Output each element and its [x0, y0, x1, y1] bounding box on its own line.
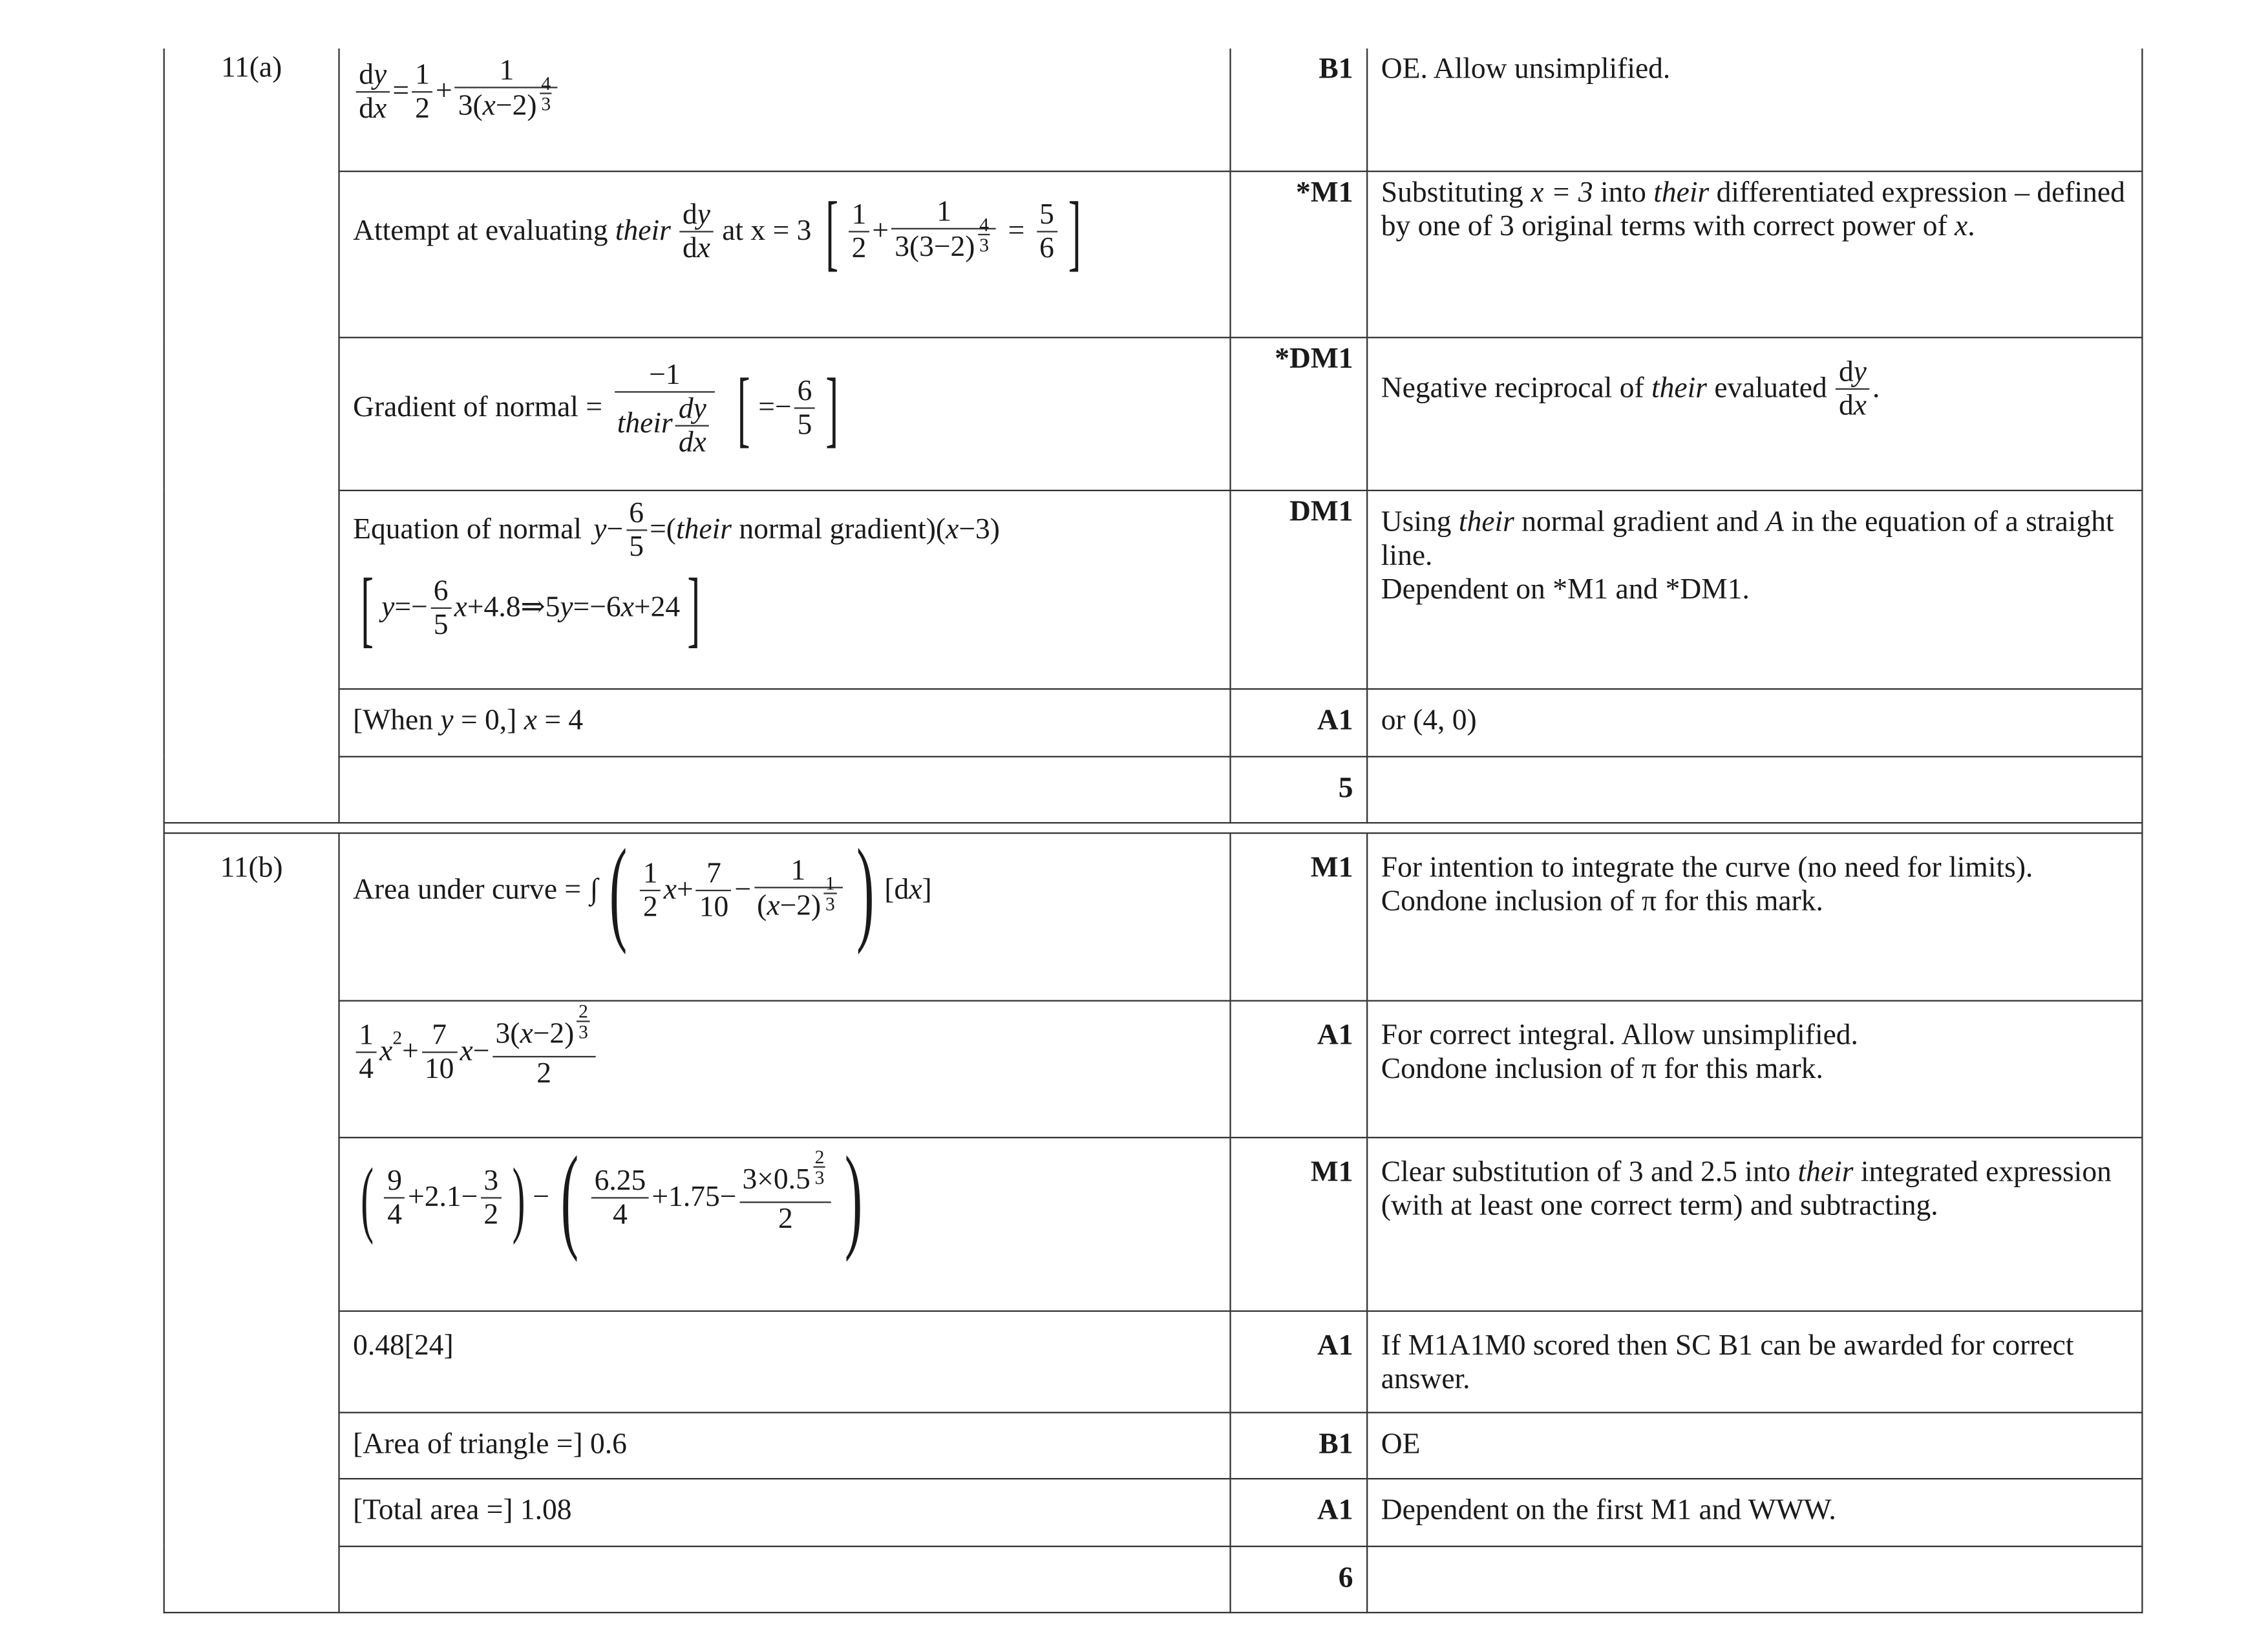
answer-cell: [339, 1546, 1231, 1612]
guidance-cell: Substituting x = 3 into their differentiated expression – defined by one of 3 original terms with correct power of x.: [1367, 171, 2142, 337]
table-row: [164, 48, 2143, 171]
answer-cell: [Area of triangle =] 0.6: [339, 1412, 1231, 1478]
mark-scheme-table: [164, 48, 2143, 1612]
table-row: [164, 1311, 2143, 1412]
guidance-cell: OE. Allow unsimplified.: [1367, 48, 2142, 171]
math-derivative: $\frac{dy}{dx}$ = $\frac{1}{2}$ + 1 3(x−2) $\frac{4}{3}$: [353, 54, 1216, 128]
table-row: [164, 490, 2143, 688]
table-row: [164, 1137, 2143, 1311]
mark-code: *DM1: [1231, 337, 1368, 490]
table-row: [164, 1546, 2143, 1612]
total-marks: 5: [1231, 756, 1368, 822]
guidance-cell: For intention to integrate the curve (no need for limits). Condone inclusion of π for this mark.: [1367, 832, 2142, 1000]
question-number: 11(b): [164, 832, 339, 1612]
math-evaluation: Attempt at evaluating their dy dx at x = 3 [ 1 2 + 1 3(3−2) $\frac{4}{3}$ = $\frac{5}{6}$ ]: [353, 183, 1081, 279]
math-area-integral: Area under curve = ∫ ( 1 2 x + $\frac{7}{10}$ − 1 (x−2) $\frac{1}{3}$ ) [dx]: [353, 825, 932, 956]
guidance-cell: [1367, 756, 2142, 822]
guidance-cell: Using their normal gradient and A in the equation of a straight line. Dependent on *M1 and *DM1.: [1367, 490, 2142, 688]
answer-cell: [Total area =] 1.08: [339, 1478, 1231, 1546]
answer-cell: [339, 171, 1231, 337]
mark-code: M1: [1231, 1137, 1368, 1311]
mark-code: A1: [1231, 688, 1368, 756]
mark-code: B1: [1231, 1412, 1368, 1478]
guidance-cell: OE: [1367, 1412, 2142, 1478]
table-row: [164, 756, 2143, 822]
math-normal-equation: Equation of normal y − $\frac{6}{5}$ =( their normal gradient )( x −3): [353, 496, 1000, 563]
answer-cell: [339, 337, 1231, 490]
guidance-cell: [1367, 1546, 2142, 1612]
question-number: 11(a): [164, 48, 339, 822]
total-marks: 6: [1231, 1546, 1368, 1612]
answer-cell: [339, 825, 1231, 1000]
answer-cell: [339, 48, 1231, 171]
mark-code: M1: [1231, 832, 1368, 1000]
guidance-cell: If M1A1M0 scored then SC B1 can be awarded for correct answer.: [1367, 1311, 2142, 1412]
mark-code: *M1: [1231, 171, 1368, 337]
math-normal-rearranged: [ y =− $\frac{6}{5}$ x +4.8⇒5 y =−6 x +24 ]: [361, 559, 701, 655]
table-row: [164, 688, 2143, 756]
answer-cell: [When y = 0,] x = 4: [339, 688, 1231, 756]
table-row: [164, 337, 2143, 490]
mark-code: A1: [1231, 1311, 1368, 1412]
answer-cell: [339, 1133, 1231, 1311]
table-row: [164, 171, 2143, 337]
guidance-cell: Negative reciprocal of their evaluated dy dx .: [1367, 337, 2142, 490]
table-row: [164, 1412, 2143, 1478]
mark-code: A1: [1231, 1478, 1368, 1546]
table-row: [164, 832, 2143, 1000]
guidance-cell: or (4, 0): [1367, 688, 2142, 756]
answer-cell: 0.48[24]: [339, 1311, 1231, 1412]
guidance-cell: Clear substitution of 3 and 2.5 into their integrated expression (with at least one correct term) and subtracting.: [1367, 1137, 2142, 1311]
mark-code: DM1: [1231, 490, 1368, 688]
question-separator: [164, 822, 2143, 832]
math-substitution: ( 9 4 +2.1− $\frac{3}{2}$ ) − ( 6.25 4 +1.75− 3×0.5 $\frac{2}{3}$ 2 ): [361, 1133, 864, 1263]
guidance-cell: For correct integral. Allow unsimplified. Condone inclusion of π for this mark.: [1367, 1000, 2142, 1137]
math-integral-result: 1 4 x 2 + $\frac{7}{10}$ x − 3(x−2) $\frac{2}{3}$ 2: [353, 1015, 1216, 1089]
table-row: [164, 1478, 2143, 1546]
answer-cell: [339, 490, 1231, 688]
answer-cell: [339, 756, 1231, 822]
mark-code: A1: [1231, 1000, 1368, 1137]
mark-code: B1: [1231, 48, 1368, 171]
guidance-cell: Dependent on the first M1 and WWW.: [1367, 1478, 2142, 1546]
answer-cell: [339, 1000, 1231, 1137]
table-row: [164, 1000, 2143, 1137]
math-normal-gradient: Gradient of normal = −1 their $\frac{dy}{dx}$ [ =− $\frac{6}{5}$ ]: [353, 358, 839, 458]
